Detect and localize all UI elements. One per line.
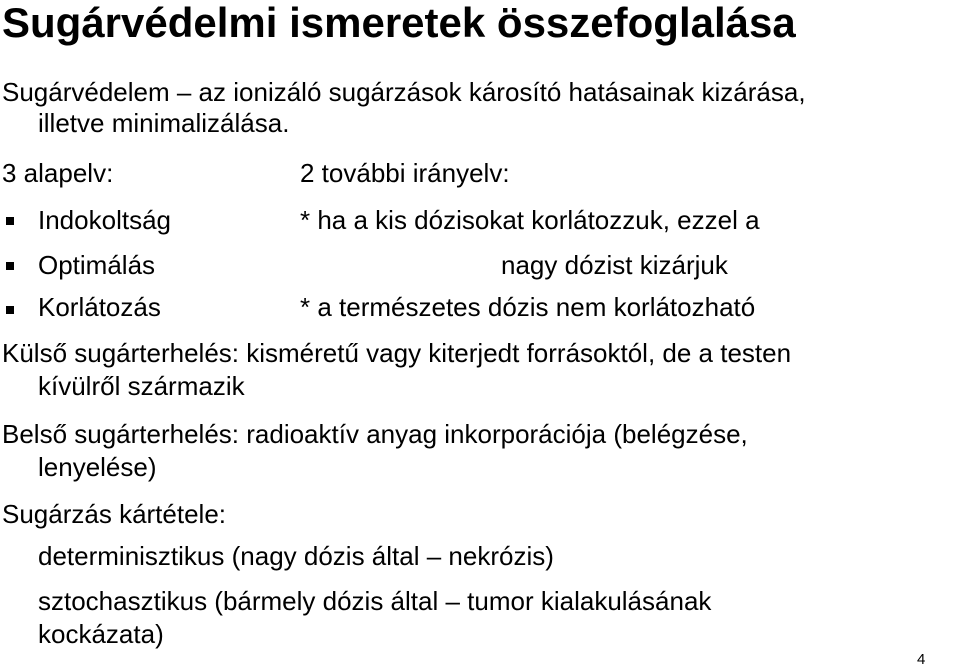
guidelines-heading: 2 további irányelv: — [300, 158, 510, 188]
principle-item-indokoltsag: Indokoltság — [38, 205, 171, 235]
principle-item-korlatozas: Korlátozás — [38, 292, 161, 322]
damage-stochastic-line-2: kockázata) — [38, 619, 164, 649]
bullet-square-icon — [6, 306, 14, 314]
damage-deterministic: determinisztikus (nagy dózis által – nekrózis) — [38, 541, 554, 571]
damage-heading: Sugárzás kártétele: — [2, 499, 227, 529]
principles-heading: 3 alapelv: — [2, 158, 114, 188]
external-exposure-line-1: Külső sugárterhelés: kisméretű vagy kiterjedt forrásoktól, de a testen — [2, 338, 792, 368]
page-number: 4 — [917, 651, 926, 668]
guideline-1-line-1: * ha a kis dózisokat korlátozzuk, ezzel a — [300, 205, 760, 235]
guideline-2: * a természetes dózis nem korlátozható — [300, 292, 756, 322]
internal-exposure-line-1: Belső sugárterhelés: radioaktív anyag inkorporációja (belégzése, — [2, 419, 748, 449]
internal-exposure-line-2: lenyelése) — [38, 452, 157, 482]
guideline-1-line-2: nagy dózist kizárjuk — [501, 250, 728, 280]
slide-title: Sugárvédelmi ismeretek összefoglalása — [2, 0, 796, 46]
external-exposure-line-2: kívülről származik — [38, 371, 245, 401]
bullet-square-icon — [6, 217, 14, 225]
intro-line-2: illetve minimalizálása. — [38, 108, 290, 138]
principle-item-optimalas: Optimálás — [38, 250, 156, 280]
damage-stochastic-line-1: sztochasztikus (bármely dózis által – tumor kialakulásának — [38, 586, 712, 616]
bullet-square-icon — [6, 262, 14, 270]
intro-line-1: Sugárvédelem – az ionizáló sugárzások károsító hatásainak kizárása, — [2, 77, 806, 107]
